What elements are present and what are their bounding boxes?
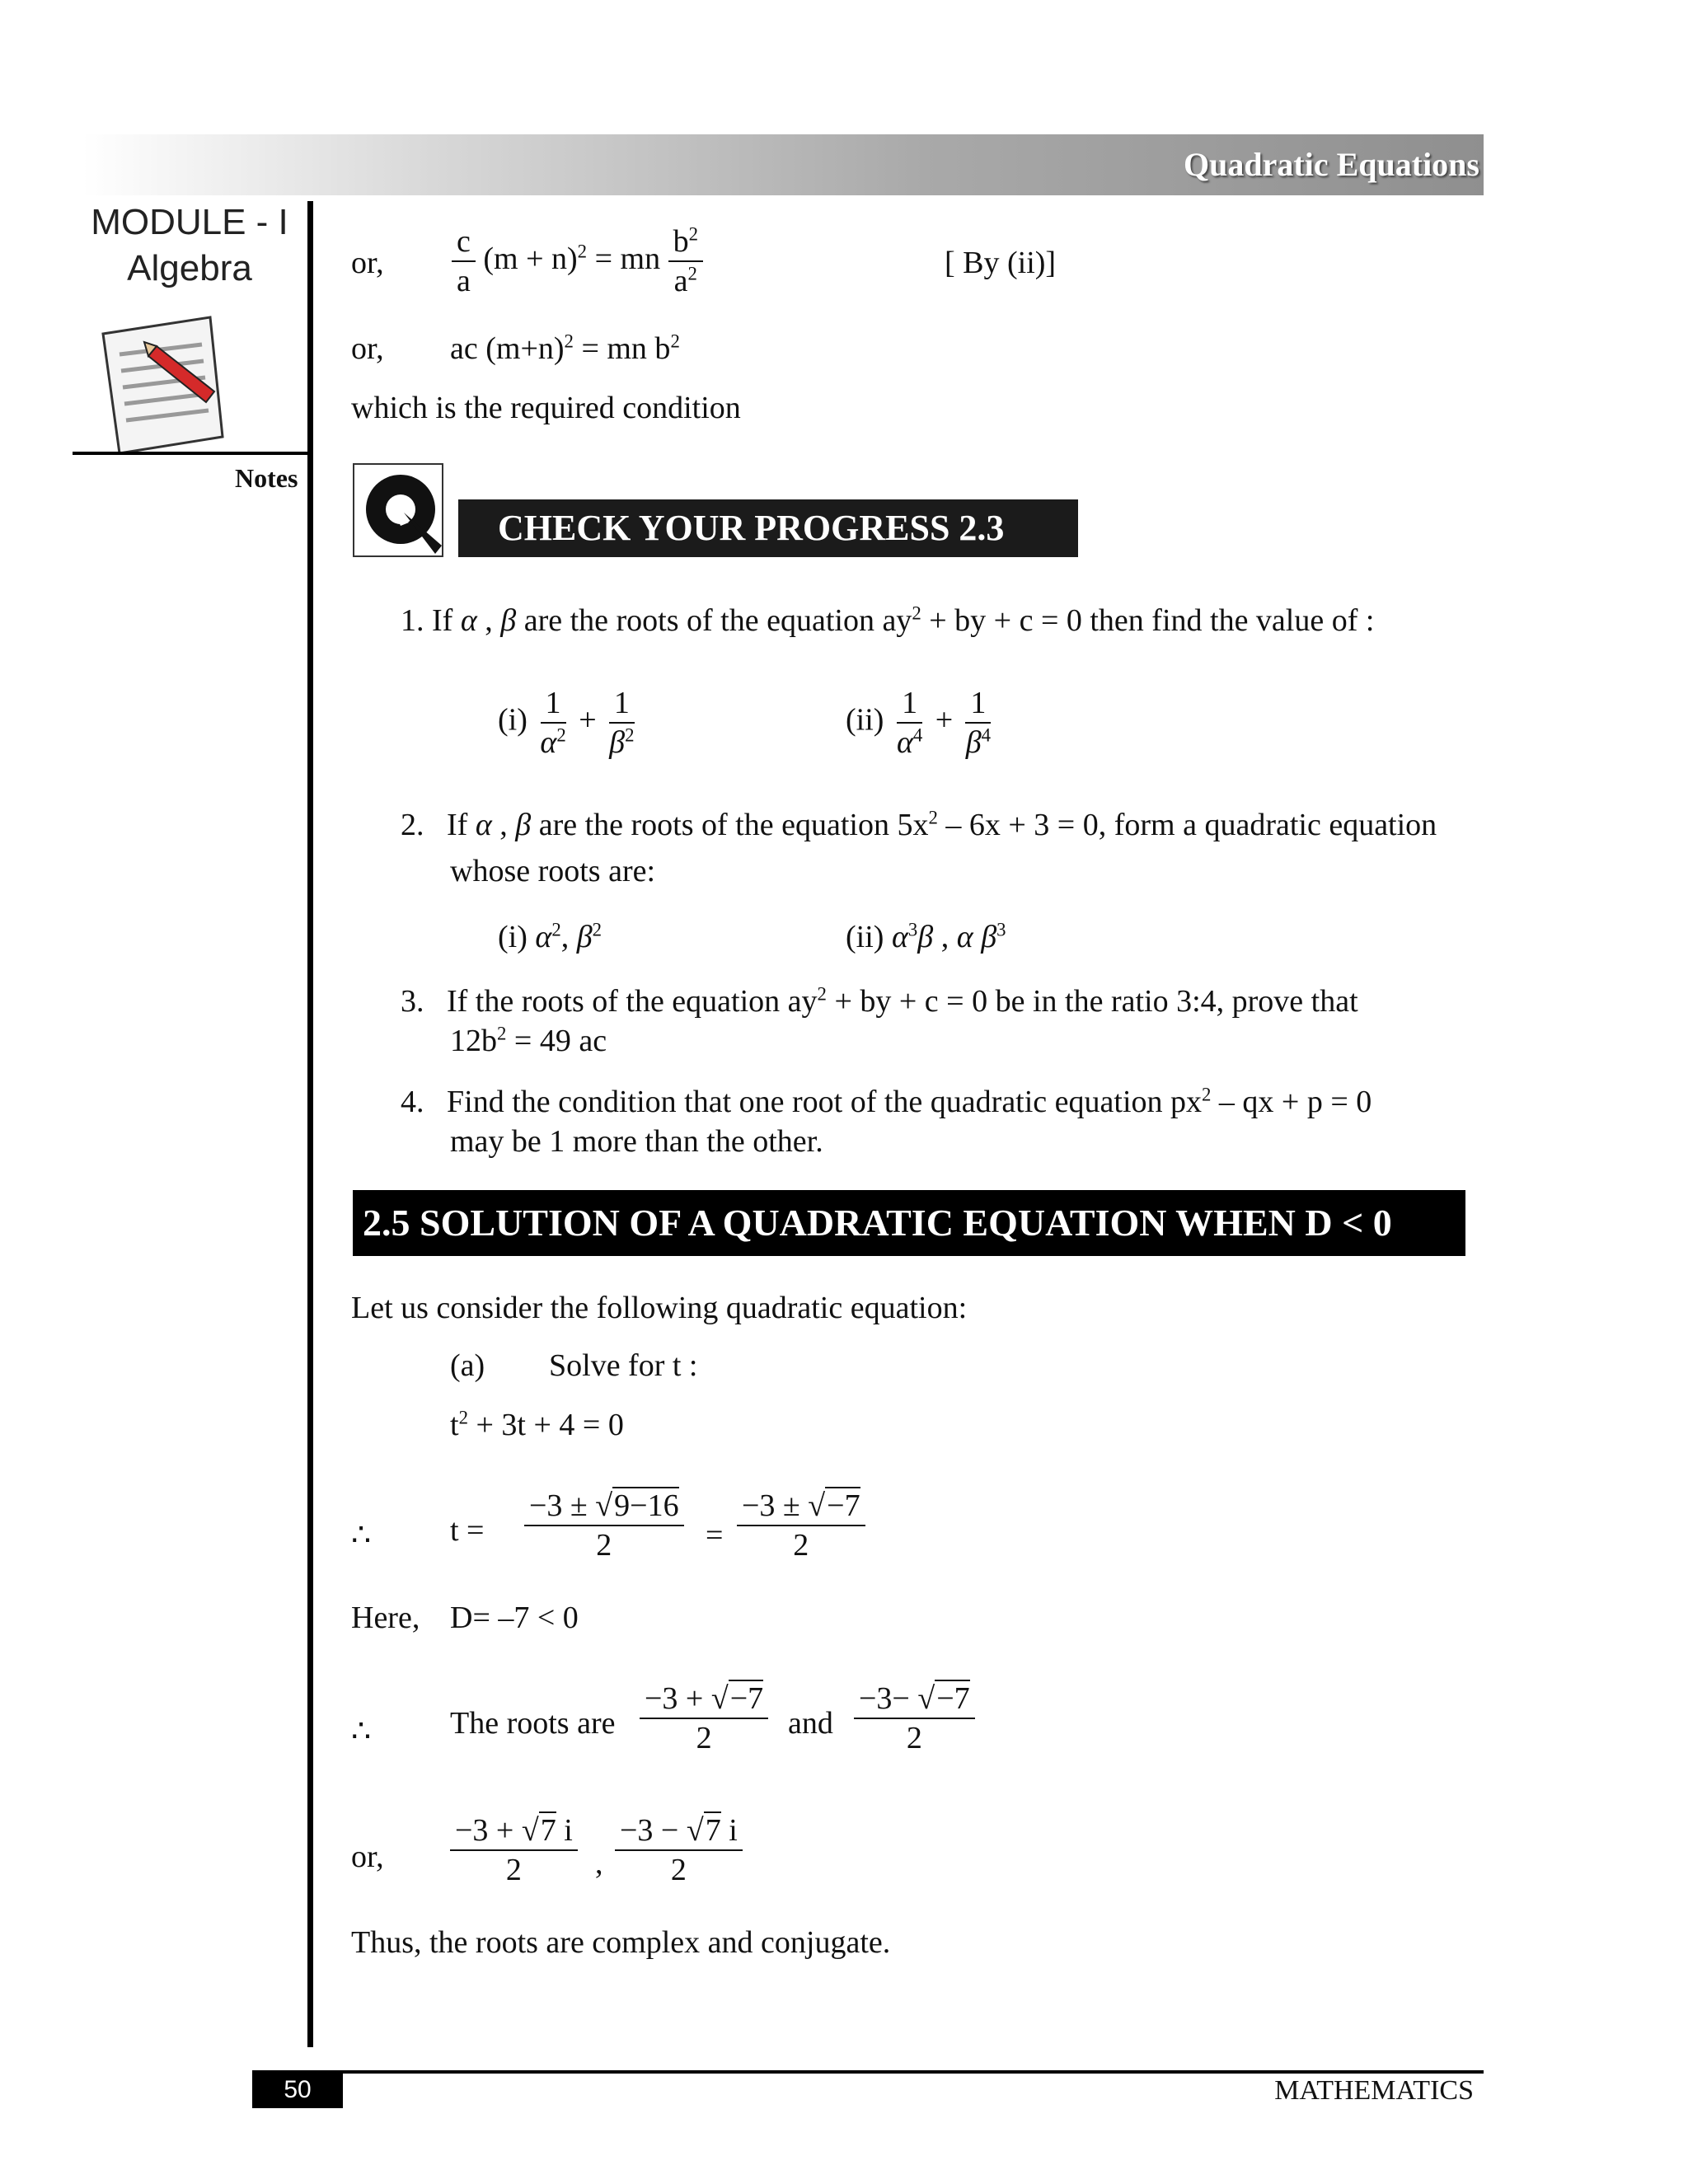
complex-root-2: $\frac{-3 - √7 i}{2}$ — [615, 1811, 743, 1889]
question-2-part-ii: (ii) $\alpha^3\beta$ , α $\beta^3$ — [846, 919, 1006, 954]
reference-by-ii: [ By (ii)] — [945, 246, 1057, 280]
t-equals-label: t = — [450, 1513, 485, 1548]
equation-1 — [452, 223, 703, 300]
module-subject: Algebra — [127, 248, 252, 288]
comma: , — [595, 1846, 603, 1881]
complex-root-1: $\frac{-3 + √7 i}{2}$ — [450, 1811, 578, 1889]
here-label: Here, — [351, 1601, 420, 1635]
quadratic-formula-2: $\frac{-3 \pm √-7}{2}$ — [737, 1487, 865, 1564]
discriminant-value: D= –7 < 0 — [450, 1601, 579, 1635]
equation-2: ac $(m+n)^2$ = mn $b^2$ — [450, 330, 680, 366]
footer-subject: MATHEMATICS — [1274, 2075, 1474, 2106]
root-1: $\frac{-3 + √-7}{2}$ — [640, 1680, 768, 1757]
question-q-icon — [353, 463, 443, 557]
notepad-pencil-icon — [87, 313, 235, 457]
and-label: and — [788, 1706, 833, 1741]
intro-text: Let us consider the following quadratic equation: — [351, 1291, 968, 1325]
margin-rule — [307, 201, 313, 2047]
check-progress-banner: CHECK YOUR PROGRESS 2.3 — [458, 499, 1078, 557]
question-1-part-ii: (ii) $\frac{1}{\alpha^4}$ + $\frac{1}{\beta^4}$ — [846, 686, 992, 760]
conclusion-text: Thus, the roots are complex and conjugate. — [351, 1925, 891, 1960]
denominator: a — [457, 264, 471, 298]
question-3-line-2: $12b^2 = 49$ ac — [450, 1023, 607, 1058]
equation-t: $t^2 + 3t + 4 = 0$ — [450, 1407, 624, 1442]
question-4-line-2: may be 1 more than the other. — [450, 1124, 823, 1159]
question-2-line-2: whose roots are: — [450, 854, 656, 888]
equals-sign: = — [706, 1518, 724, 1553]
question-2-part-i: (i) $\alpha^2$, $\beta^2$ — [498, 919, 603, 954]
fraction-b2-over-a2: $\frac{b^2}{a^2}$ — [668, 223, 703, 300]
or-label-3: or, — [351, 1840, 384, 1874]
therefore-symbol-1: ∴ — [351, 1518, 372, 1553]
required-condition-text: which is the required condition — [351, 391, 741, 425]
page-number: 50 — [252, 2072, 343, 2108]
running-header-title: Quadratic Equations — [1184, 146, 1479, 183]
therefore-symbol-2: ∴ — [351, 1714, 372, 1749]
part-a-label: (a) — [450, 1348, 485, 1383]
question-1-part-i: (i) $\frac{1}{\alpha^2}$ + $\frac{1}{\beta^2}$ — [498, 686, 635, 760]
module-name: MODULE - I — [91, 202, 288, 242]
notes-divider — [73, 452, 312, 455]
module-label — [74, 199, 305, 292]
expression: $(m + n)^2$ = mn — [483, 241, 661, 276]
question-4: 4. Find the condition that one root of the quadratic equation $px^2$ – qx + p = 0 — [401, 1084, 1372, 1119]
fraction-c-over-a — [452, 223, 476, 300]
notes-label: Notes — [235, 463, 298, 493]
question-3: 3. If the roots of the equation $ay^2$ + by + c = 0 be in the ratio 3:4, prove that — [401, 983, 1358, 1019]
roots-are-label: The roots are — [450, 1706, 616, 1741]
or-label-1: or, — [351, 246, 384, 280]
root-2: $\frac{-3- √-7}{2}$ — [854, 1680, 975, 1757]
quadratic-formula-1: $\frac{-3 \pm √9-16}{2}$ — [524, 1487, 684, 1564]
question-2: 2. If α , β are the roots of the equation $5x^2 - 6x + 3 = 0$, form a quadratic equation — [401, 807, 1437, 842]
numerator: c — [452, 223, 476, 262]
part-a-text: Solve for t : — [549, 1348, 698, 1383]
or-label-2: or, — [351, 331, 384, 366]
footer-rule — [252, 2070, 1484, 2074]
section-heading: 2.5 SOLUTION OF A QUADRATIC EQUATION WHEN D < 0 — [353, 1190, 1465, 1256]
question-1: 1. If α , β are the roots of the equation $ay^2$ + by + c = 0 then find the value of : — [401, 602, 1375, 638]
